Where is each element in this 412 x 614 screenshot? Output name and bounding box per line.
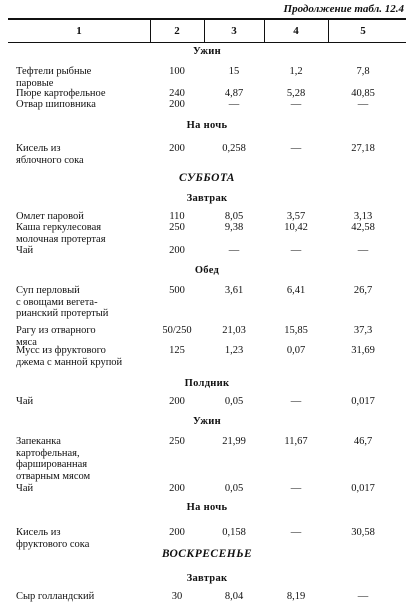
protein-value: 3,61	[224, 285, 244, 296]
protein-value: 8,05	[224, 211, 244, 222]
dish-name: Рагу из отварного мяса	[16, 325, 96, 348]
protein-value: 1,23	[224, 345, 244, 356]
portion-grams: 30	[171, 591, 183, 602]
protein-value: —	[228, 99, 240, 110]
dish-name: Кисель из яблочного сока	[16, 143, 84, 166]
fat-value: 1,2	[289, 66, 303, 77]
meal-heading: Ужин	[193, 416, 221, 427]
carbohydrate-value: 27,18	[351, 143, 375, 154]
portion-grams: 200	[169, 99, 185, 110]
dish-name: Отвар шиповника	[16, 99, 96, 110]
dish-name: Чай	[16, 245, 34, 256]
portion-grams: 250	[169, 436, 185, 447]
fat-value: 3,57	[286, 211, 306, 222]
dish-name: Чай	[16, 396, 34, 407]
header-rule	[8, 42, 406, 43]
header-separator	[264, 19, 265, 42]
carbohydrate-value: 7,8	[356, 66, 370, 77]
protein-value: 0,05	[224, 396, 244, 407]
carbohydrate-value: —	[357, 591, 369, 602]
fat-value: 0,07	[286, 345, 306, 356]
portion-grams: 110	[169, 211, 185, 222]
meal-heading: Полдник	[184, 378, 230, 389]
carbohydrate-value: 40,85	[351, 88, 375, 99]
portion-grams: 125	[169, 345, 185, 356]
dish-name: Запеканка картофельная, фаршированная отварным мясом	[16, 436, 91, 482]
meal-heading: На ночь	[186, 502, 228, 513]
meal-heading: Завтрак	[186, 193, 228, 204]
column-header-5: 5	[360, 25, 366, 37]
dish-name: Чай	[16, 483, 34, 494]
carbohydrate-value: 26,7	[353, 285, 373, 296]
fat-value: —	[290, 527, 302, 538]
portion-grams: 50/250	[162, 325, 192, 336]
carbohydrate-value: 46,7	[353, 436, 373, 447]
column-header-3: 3	[231, 25, 237, 37]
protein-value: 0,158	[222, 527, 246, 538]
column-header-1: 1	[76, 25, 82, 37]
meal-heading: Завтрак	[186, 573, 228, 584]
portion-grams: 500	[169, 285, 185, 296]
dish-name: Мусс из фруктового джема с манной крупой	[16, 345, 123, 368]
fat-value: 11,67	[284, 436, 308, 447]
day-heading: СУББОТА	[179, 172, 235, 184]
protein-value: 0,258	[222, 143, 246, 154]
dish-name: Сыр голландский	[16, 591, 95, 602]
protein-value: 9,38	[224, 222, 244, 233]
protein-value: —	[228, 245, 240, 256]
column-header-2: 2	[174, 25, 180, 37]
fat-value: 5,28	[286, 88, 306, 99]
meal-heading: Ужин	[193, 46, 221, 57]
meal-heading: Обед	[194, 265, 220, 276]
portion-grams: 100	[169, 66, 185, 77]
top-rule	[8, 18, 406, 20]
protein-value: 21,03	[222, 325, 246, 336]
fat-value: 8,19	[286, 591, 306, 602]
dish-name: Тефтели рыбные паровые	[16, 66, 92, 89]
protein-value: 21,99	[222, 436, 246, 447]
carbohydrate-value: 30,58	[351, 527, 375, 538]
header-separator	[328, 19, 329, 42]
protein-value: 15	[228, 66, 240, 77]
dish-name: Пюре картофельное	[16, 88, 106, 99]
fat-value: 10,42	[284, 222, 308, 233]
meal-heading: На ночь	[186, 120, 228, 131]
carbohydrate-value: —	[357, 99, 369, 110]
fat-value: —	[290, 245, 302, 256]
portion-grams: 200	[169, 396, 185, 407]
carbohydrate-value: 0,017	[351, 483, 375, 494]
portion-grams: 200	[169, 527, 185, 538]
portion-grams: 200	[169, 483, 185, 494]
carbohydrate-value: 37,3	[353, 325, 373, 336]
portion-grams: 240	[169, 88, 185, 99]
fat-value: —	[290, 99, 302, 110]
portion-grams: 250	[169, 222, 185, 233]
portion-grams: 200	[169, 245, 185, 256]
protein-value: 0,05	[224, 483, 244, 494]
table-caption: Продолжение табл. 12.4	[283, 3, 404, 15]
carbohydrate-value: 0,017	[351, 396, 375, 407]
day-heading: ВОСКРЕСЕНЬЕ	[161, 548, 253, 560]
dish-name: Каша геркулесовая молочная протертая	[16, 222, 106, 245]
dish-name: Суп перловый с овощами вегета- рианский протертый	[16, 285, 109, 319]
header-separator	[150, 19, 151, 42]
protein-value: 4,87	[224, 88, 244, 99]
fat-value: —	[290, 396, 302, 407]
fat-value: —	[290, 483, 302, 494]
fat-value: —	[290, 143, 302, 154]
carbohydrate-value: —	[357, 245, 369, 256]
carbohydrate-value: 31,69	[351, 345, 375, 356]
protein-value: 8,04	[224, 591, 244, 602]
column-header-4: 4	[293, 25, 299, 37]
carbohydrate-value: 3,13	[353, 211, 373, 222]
fat-value: 6,41	[286, 285, 306, 296]
header-separator	[204, 19, 205, 42]
dish-name: Омлет паровой	[16, 211, 84, 222]
carbohydrate-value: 42,58	[351, 222, 375, 233]
dish-name: Кисель из фруктового сока	[16, 527, 90, 550]
fat-value: 15,85	[284, 325, 308, 336]
portion-grams: 200	[169, 143, 185, 154]
